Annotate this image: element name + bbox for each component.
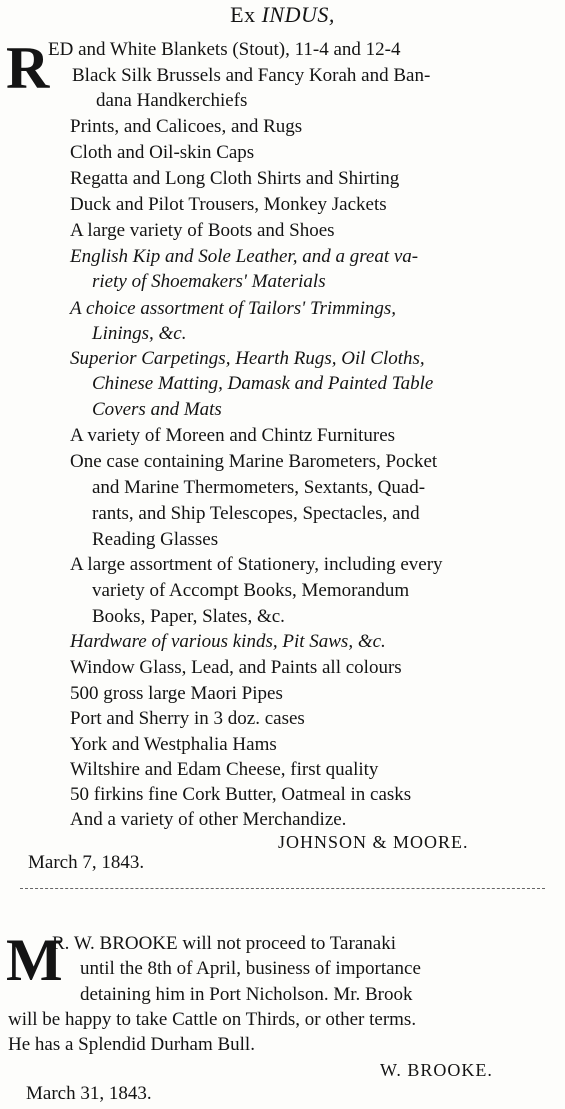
ad1-line: Regatta and Long Cloth Shirts and Shirting [70,168,400,189]
ad1-line: A variety of Moreen and Chintz Furnitures [70,425,396,446]
ad1-line: ED and White Blankets (Stout), 11-4 and 12-4 [48,39,401,60]
ad1-line: Linings, &c. [92,323,187,344]
ad1-line: Covers and Mats [92,399,222,420]
column-divider [20,888,545,889]
ad1-line: Cloth and Oil-skin Caps [70,142,255,163]
ad1-line: Window Glass, Lead, and Paints all colours [70,657,402,678]
ad2-line: will be happy to take Cattle on Thirds, or other terms. [8,1009,417,1030]
ad1-line: York and Westphalia Hams [70,734,277,755]
ad1-line: Wiltshire and Edam Cheese, first quality [70,759,379,780]
ad1-line: English Kip and Sole Leather, and a great va- [70,246,419,267]
ad1-line: A choice assortment of Tailors' Trimmings, [70,298,397,319]
ad1-line: 50 firkins fine Cork Butter, Oatmeal in casks [70,784,412,805]
ad1-line: Chinese Matting, Damask and Painted Table [92,373,434,394]
drop-cap-r: R [6,35,50,101]
ad1-date: March 7, 1843. [28,852,145,873]
ad1-line: Superior Carpetings, Hearth Rugs, Oil Cloths, [70,348,425,369]
ad1-line: and Marine Thermometers, Sextants, Quad- [92,477,426,498]
drop-cap-m: M [6,927,63,993]
ad-heading [0,2,565,28]
ad1-line: riety of Shoemakers' Materials [92,271,326,292]
ad2-line: He has a Splendid Durham Bull. [8,1034,255,1055]
ad2-line: detaining him in Port Nicholson. Mr. Brook [80,984,413,1005]
ad1-line: dana Handkerchiefs [96,90,248,111]
heading-ship-name: INDUS, [261,2,335,27]
ad1-signature: JOHNSON & MOORE. [278,832,469,852]
ad1-line: Reading Glasses [92,529,219,550]
ad1-line: Port and Sherry in 3 doz. cases [70,708,305,729]
ad1-line: rants, and Ship Telescopes, Spectacles, and [92,503,420,524]
ad2-date: March 31, 1843. [26,1083,152,1104]
heading-prefix: Ex [230,2,256,27]
ad1-line: And a variety of other Merchandize. [70,809,347,830]
ad1-line: variety of Accompt Books, Memorandum [92,580,410,601]
ad1-line: 500 gross large Maori Pipes [70,683,283,704]
ad1-line: Hardware of various kinds, Pit Saws, &c. [70,631,386,652]
ad1-line: One case containing Marine Barometers, Pocket [70,451,438,472]
ad1-line: Duck and Pilot Trousers, Monkey Jackets [70,194,387,215]
ad1-line: A large assortment of Stationery, including every [70,554,443,575]
ad1-line: Black Silk Brussels and Fancy Korah and Ban- [72,65,431,86]
ad2-signature: W. BROOKE. [380,1060,493,1080]
ad1-line: Books, Paper, Slates, &c. [92,606,285,627]
ad2-line: until the 8th of April, business of importance [80,958,421,979]
ad1-line: A large variety of Boots and Shoes [70,220,335,241]
ad1-line: Prints, and Calicoes, and Rugs [70,116,303,137]
ad2-line: R. W. BROOKE will not proceed to Taranaki [52,933,396,954]
